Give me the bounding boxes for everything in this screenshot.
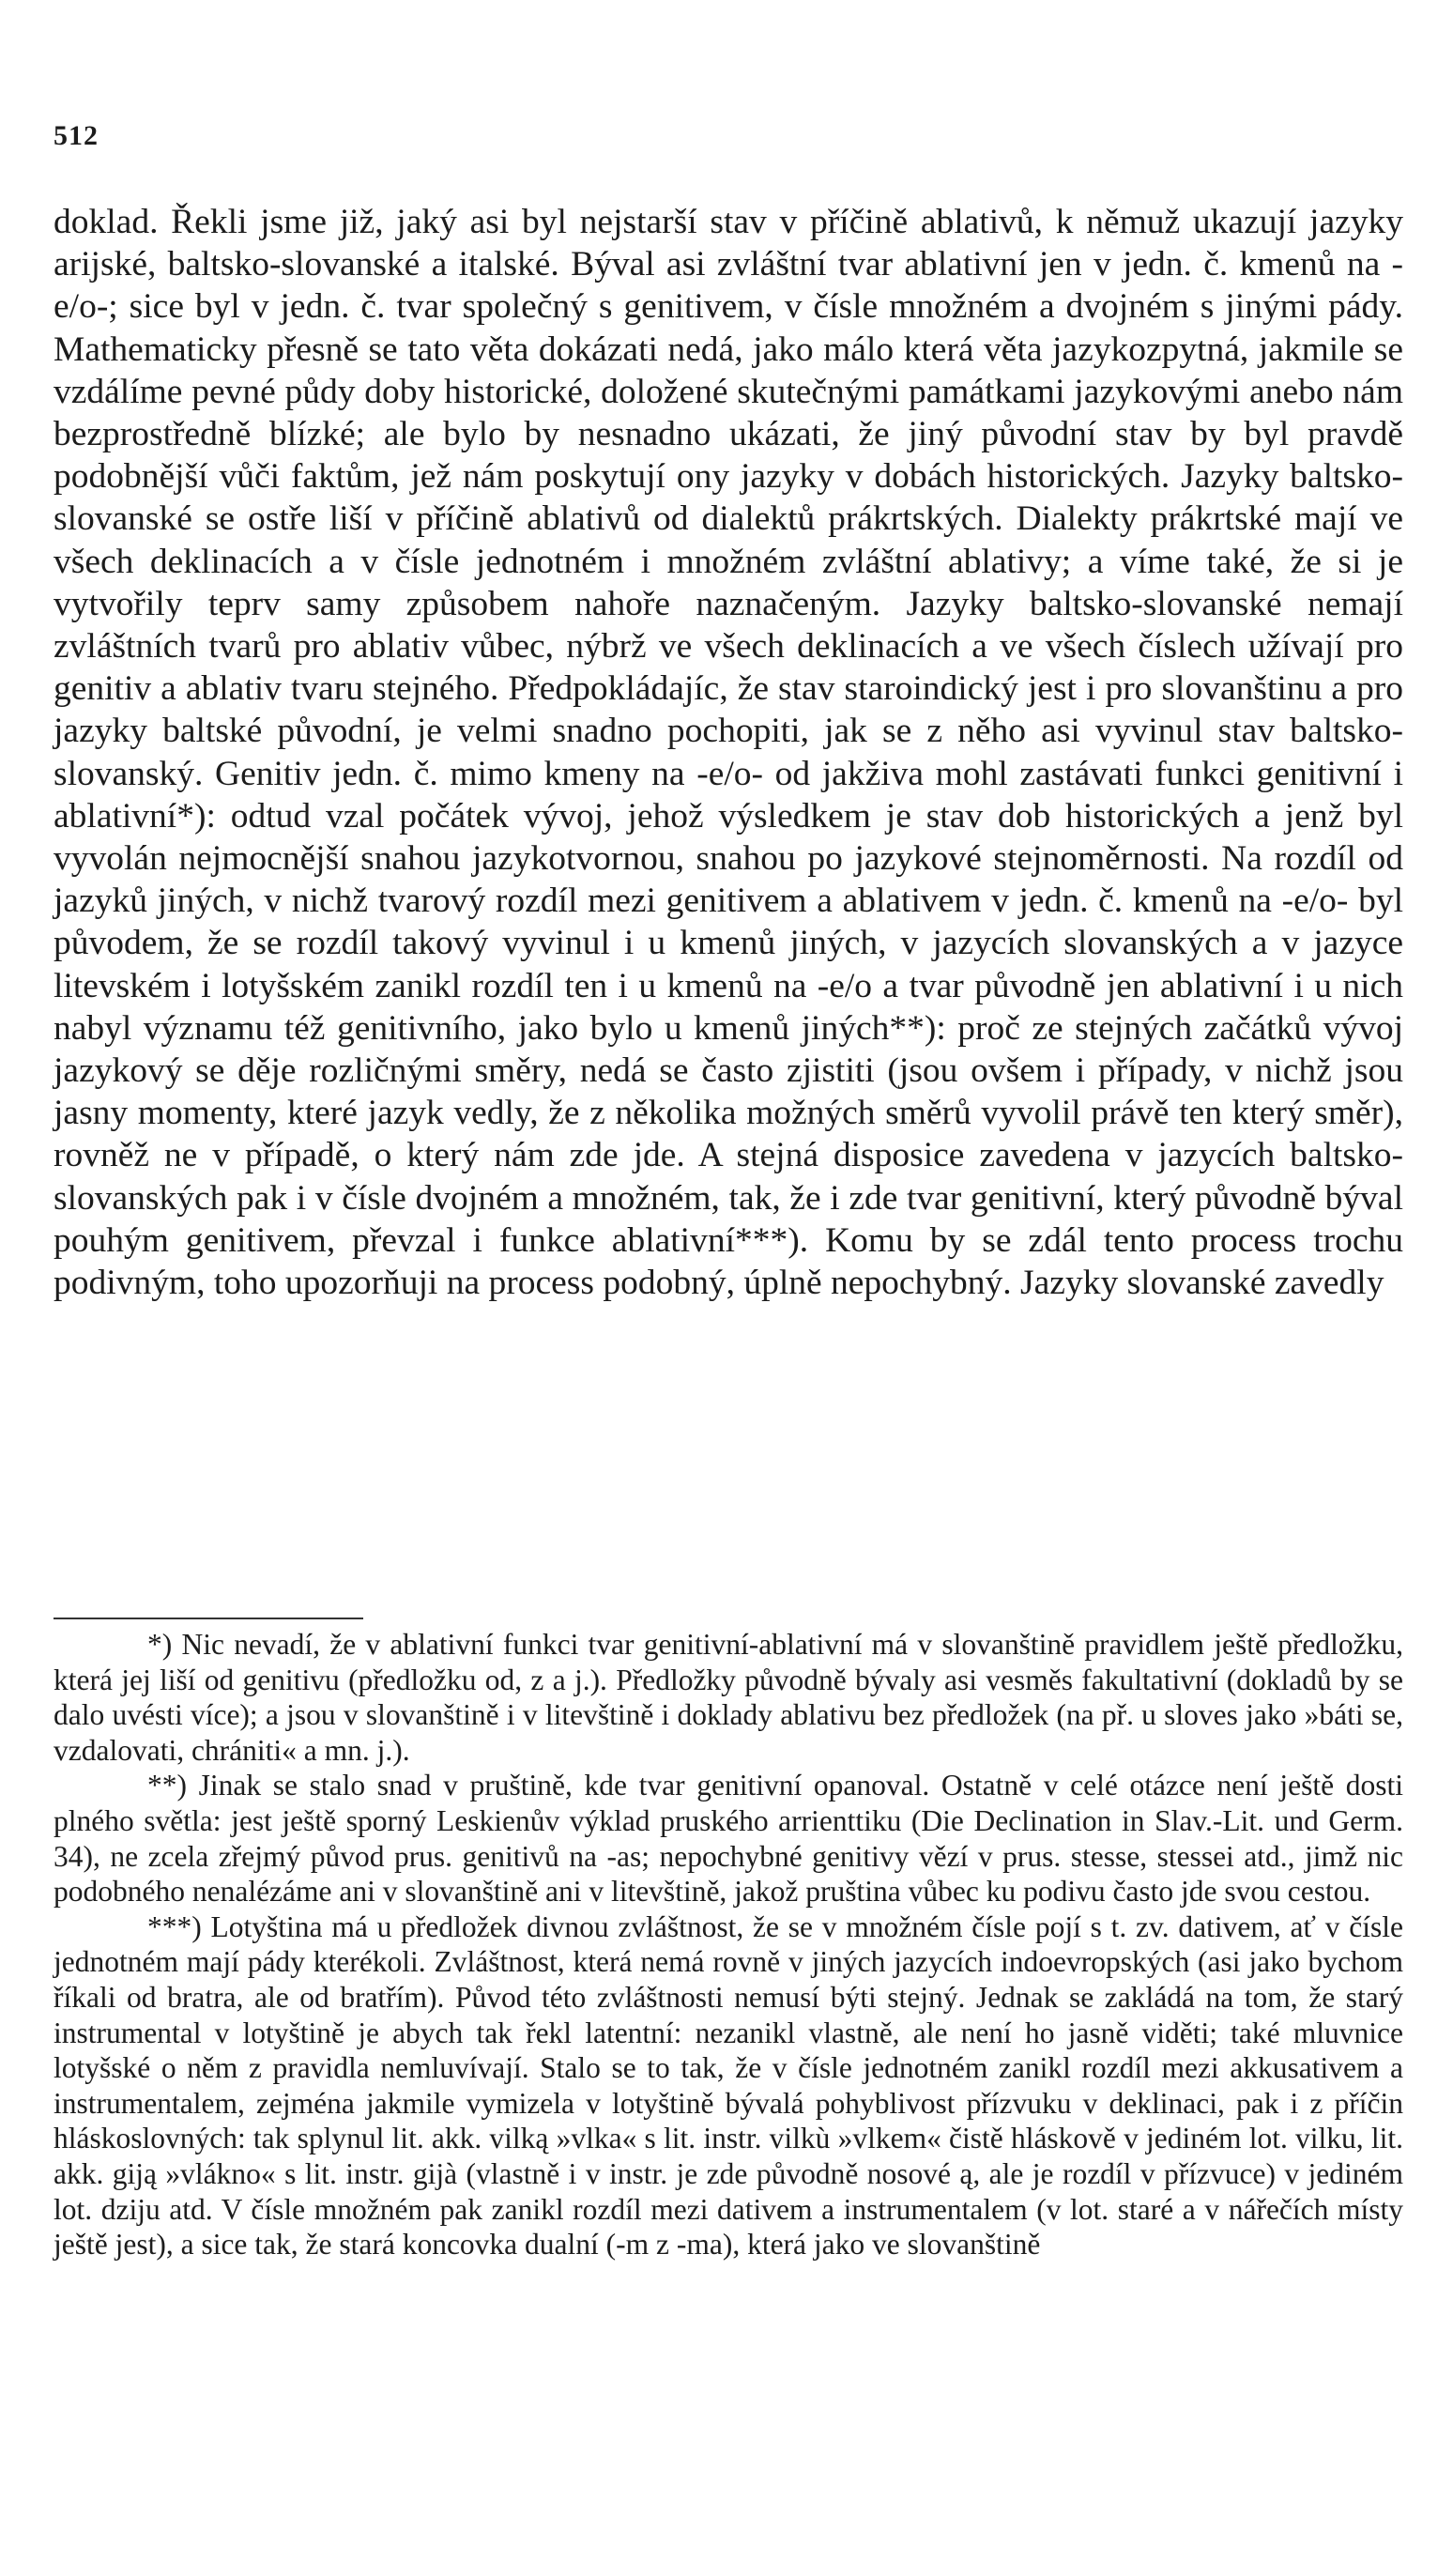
footnote-1 <box>54 1627 1403 1768</box>
footnote-text: Lotyština má u předložek divnou zvláštnost, že se v množném čísle pojí s t. zv. dativem, ať v čísle jednotném mají pády kterékoli. Zvláštnost, která nemá rovně v jiných jazycích indoevropských (asi jako bychom říkali od bratra, ale od bratřím). Původ této zvláštnosti nemusí býti stejný. Jednak se zakládá na tom, že starý instrumental v lotyštině je abych tak řekl latentní: nezanikl vlastně, ale není ho jasně viděti; také mluvnice lotyšské o něm z pravidla nemluvívají. Stalo se to tak, že v čísle jednotném zanikl rozdíl mezi akkusativem a instrumentalem, zejména jakmile vymizela v lotyštině bývalá pohyblivost přízvuku v deklinaci, pak i z příčin hláskoslovných: tak splynul lit. akk. vilką »vlka« s lit. instr. vilkù »vlkem« čistě hláskově v jediném lot. vilku, lit. akk. giją »vlákno« s lit. instr. gijà (vlastně i v instr. je zde původně nosové ą, ale je rozdíl v přízvuce) v jediném lot. dziju atd. V čísle množném pak zanikl rozdíl mezi dativem a instrumentalem (v lot. staré a v nářečích místy ještě jest), a sice tak, že stará koncovka dualní (-m z -ma), která jako ve slovanštině <box>54 1909 1404 2262</box>
footnote-text: Jinak se stalo snad v pruštině, kde tvar genitivní opanoval. Ostatně v celé otázce není ještě dosti plného světla: jest ještě sporný Leskienův výklad pruského arrienttiku (Die Declination in Slav.-Lit. und Germ. 34), ne zcela zřejmý původ prus. genitivů na -as; nepochybné genitivy vězí v prus. stesse, stessei atd., jimž nic podobného nenalézáme ani v slovanštině ani v litevštině, jakož pruština vůbec ku podivu často jde svou cestou. <box>54 1769 1403 1909</box>
footnote-text: Nic nevadí, že v ablativní funkci tvar genitivní-ablativní má v slovanštině pravidlem ještě předložku, která jej liší od genitivu (předložku od, z a j.). Předložky původně bývaly asi vesměs fakultativní (dokladů by se dalo uvésti více); a jsou v slovanštině i v litevštině i doklady ablativu bez předložek (na př. u sloves jako »báti se, vzdalovati, chrániti« a mn. j.). <box>54 1628 1404 1767</box>
footnote-mark: *) <box>147 1628 173 1661</box>
footnote-3 <box>54 1909 1403 2262</box>
footnote-mark: **) <box>147 1769 187 1802</box>
main-text <box>54 201 1403 1304</box>
page-number: 512 <box>54 120 99 151</box>
body-paragraph: doklad. Řekli jsme již, jaký asi byl nejstarší stav v příčině ablativů, k němuž ukazují jazyky arijské, baltsko-slovanské a italské. Býval asi zvláštní tvar ablativní jen v jedn. č. kmenů na -e/o-; sice byl v jedn. č. tvar společný s genitivem, v čísle množném a dvojném s jinými pády. Mathematicky přesně se tato věta dokázati nedá, jako málo která věta jazykozpytná, jakmile se vzdálíme pevné půdy doby historické, doložené skutečnými památkami jazykovými anebo nám bezprostředně blízké; ale bylo by nesnadno ukázati, že jiný původní stav by byl pravdě podobnější vůči faktům, jež nám poskytují ony jazyky v dobách historických. Jazyky baltsko-slovanské se ostře liší v příčině ablativů od dialektů prákrtských. Dialekty prákrtské mají ve všech deklinacích a v čísle jednotném i množném zvláštní ablativy; a víme také, že si je vytvořily teprv samy způsobem nahoře naznačeným. Jazyky baltsko-slovanské nemají zvláštních tvarů pro ablativ vůbec, nýbrž ve všech deklinacích a ve všech číslech užívají pro genitiv a ablativ tvaru stejného. Předpokládajíc, že stav staroindický jest i pro slovanštinu a pro jazyky baltské původní, je velmi snadno pochopiti, jak se z něho asi vyvinul stav baltsko-slovanský. Genitiv jedn. č. mimo kmeny na -e/o- od jakživa mohl zastávati funkci genitivní i ablativní*): odtud vzal počátek vývoj, jehož výsledkem je stav dob historických a jenž byl vyvolán nejmocnější snahou jazykotvornou, snahou po jazykové stejnoměrnosti. Na rozdíl od jazyků jiných, v nichž tvarový rozdíl mezi genitivem a ablativem v jedn. č. kmenů na -e/o- byl původem, že se rozdíl takový vyvinul i u kmenů jiných, v jazycích slovanských a v jazyce litevském i lotyšském zanikl rozdíl ten i u kmenů na -e/o a tvar původně jen ablativní i u nich nabyl významu též genitivního, jako bylo u kmenů jiných**): proč ze stejných začátků vývoj jazykový se děje rozličnými směry, nedá se často zjistiti (jsou ovšem i případy, v nichž jsou jasny momenty, které jazyk vedly, že z několika možných směrů vyvolil právě ten který směr), rovněž ne v případě, o který nám zde jde. A stejná disposice zavedena v jazycích baltsko-slovanských pak i v čísle dvojném a množném, tak, že i zde tvar genitivní, který původně býval pouhým genitivem, převzal i funkce ablativní***). Komu by se zdál tento process trochu podivným, toho upozorňuji na process podobný, úplně nepochybný. Jazyky slovanské zavedly <box>54 203 1403 1303</box>
footnotes <box>54 1627 1403 2262</box>
footnote-mark: ***) <box>147 1909 202 1943</box>
footnote-2 <box>54 1768 1403 1909</box>
footnote-divider <box>54 1618 363 1619</box>
